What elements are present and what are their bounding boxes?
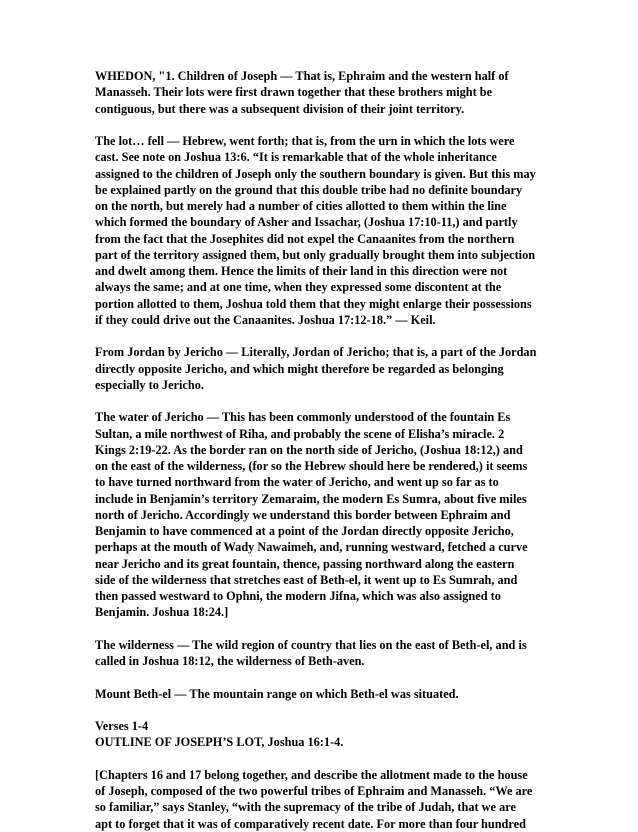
text-line: called in Joshua 18:12, the wilderness of Beth-aven. (95, 654, 365, 668)
text-line: always the same; and at one time, when they expressed some discontent at the (95, 280, 502, 295)
text-line: of Joseph, composed of the two powerful tribes of Ephraim and Manasseh. “We are (95, 784, 533, 798)
text-line: Sultan, a mile northwest of Riha, and probably the scene of Elisha’s miracle. 2 (95, 426, 505, 441)
paragraph-the-lot-fell (95, 133, 550, 328)
text-line: Benjamin. Joshua 18:24.] (95, 605, 229, 620)
text-line: [Chapters 16 and 17 belong together, and describe the allotment made to the house (95, 767, 528, 782)
document-page (95, 68, 550, 832)
paragraph-mount-bethel (95, 686, 550, 702)
text-line: north of Jericho. Accordingly we understand this border between Ephraim and (95, 507, 511, 522)
text-line: directly opposite Jericho, and which might therefore be regarded as belonging (95, 361, 504, 376)
paragraph-whedon-intro (95, 68, 550, 117)
text-line: on the north, but merely had a number of cities allotted to them within the line (95, 199, 507, 213)
text-line: Kings 2:19-22. As the border ran on the north side of Jericho, (Joshua 18:12,) and (95, 442, 523, 457)
text-line: The wilderness — The wild region of country that lies on the east of Beth-el, and is (95, 637, 527, 652)
paragraph-from-jordan (95, 344, 550, 393)
text-line: assigned to the children of Joseph only the southern boundary is given. But this may (95, 166, 536, 181)
text-line: include in Benjamin’s territory Zemaraim, the modern Es Sumra, about five miles (95, 491, 527, 506)
text-line: near Jericho and its great fountain, thence, passing northward along the eastern (95, 556, 515, 571)
text-line: so familiar,” says Stanley, “with the supremacy of the tribe of Judah, that we are (95, 800, 516, 815)
text-line: on the east of the wilderness, (for so the Hebrew should here be rendered,) it seems (95, 459, 528, 473)
paragraph-water-of-jericho (95, 409, 550, 620)
text-line: especially to Jericho. (95, 377, 204, 392)
text-line: cast. See note on Joshua 13:6. “It is remarkable that of the whole inheritance (95, 150, 497, 165)
text-line: Benjamin to have commenced at a point of the Jordan directly opposite Jericho, (95, 524, 514, 538)
text-line: From Jordan by Jericho — Literally, Jordan of Jericho; that is, a part of the Jordan (95, 345, 537, 360)
text-line: part of the territory assigned them, but only gradually brought them into subjection (95, 247, 536, 262)
text-line: The lot… fell — Hebrew, went forth; that is, from the urn in which the lots were (95, 134, 515, 148)
text-line: The water of Jericho — This has been commonly understood of the fountain Es (95, 410, 511, 425)
text-line: apt to forget that it was of comparatively recent date. For more than four hundred (95, 816, 526, 831)
text-line: portion allotted to them, Joshua told them that they might enlarge their possessions (95, 296, 532, 311)
verses-heading: Verses 1-4 (95, 719, 149, 733)
text-line: Mount Beth-el — The mountain range on which Beth-el was situated. (95, 686, 459, 701)
text-line: perhaps at the mouth of Wady Nawaimeh, and, running westward, fetched a curve (95, 540, 528, 555)
text-line: if they could drive out the Canaanites. Joshua 17:12-18.” — Keil. (95, 312, 436, 327)
paragraph-the-wilderness (95, 637, 550, 670)
text-line: which formed the boundary of Asher and Issachar, (Joshua 17:10-11,) and partly (95, 215, 518, 230)
text-line: contiguous, but there was a subsequent division of their joint territory. (95, 101, 465, 116)
text-line: Manasseh. Their lots were first drawn together that these brothers might be (95, 85, 493, 100)
text-line: WHEDON, "1. Children of Joseph — That is, Ephraim and the western half of (95, 69, 509, 83)
text-line: side of the wilderness that stretches east of Beth-el, it went up to Es Sumrah, and (95, 572, 518, 587)
paragraph-chapters-16-17 (95, 767, 550, 832)
section-heading-verses-outline (95, 718, 550, 751)
text-line: from the fact that the Josephites did not expel the Canaanites from the northern (95, 231, 515, 246)
text-line: be explained partly on the ground that this double tribe had no definite boundary (95, 182, 523, 197)
text-line: then passed westward to Ophni, the modern Jifna, which was also assigned to (95, 589, 501, 603)
text-line: to have turned northward from the water of Jericho, and went up so far as to (95, 475, 499, 490)
text-line: and dwelt among them. Hence the limits of their land in this direction were not (95, 264, 508, 278)
outline-heading: OUTLINE OF JOSEPH’S LOT, Joshua 16:1-4. (95, 735, 344, 750)
